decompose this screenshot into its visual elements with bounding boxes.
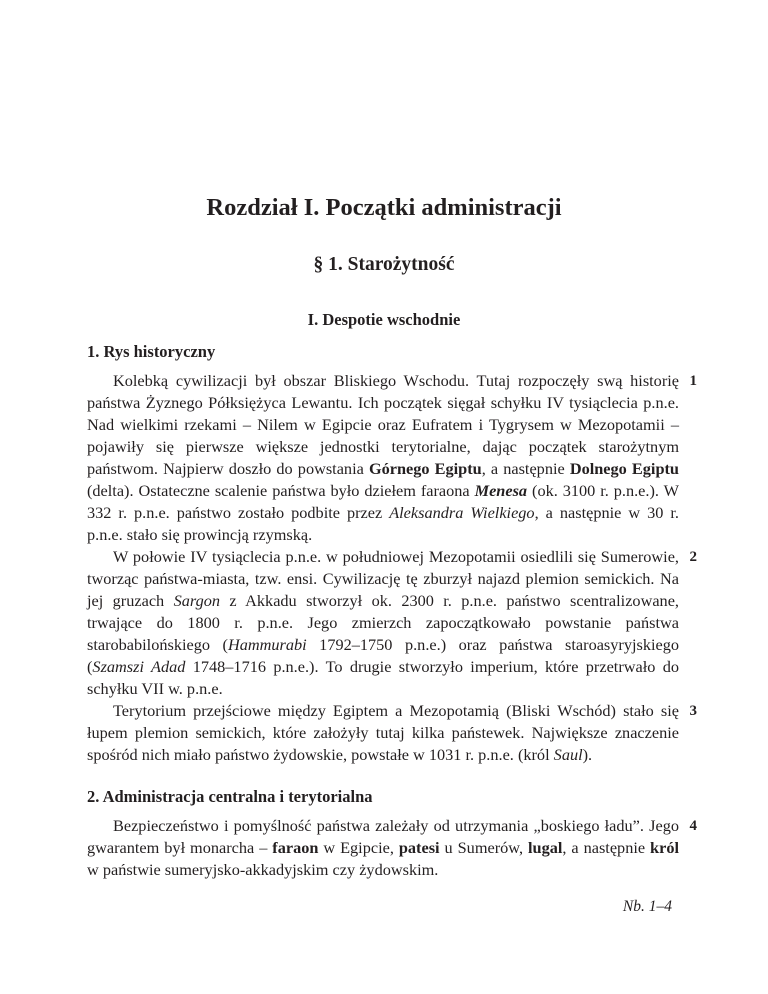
name-hammurabi: Hammurabi — [227, 635, 307, 654]
term-gorny-egipt: Górnego Egiptu — [368, 459, 482, 478]
margin-number-4: 4 — [689, 818, 697, 834]
margin-number-3: 3 — [689, 703, 697, 719]
heading-administracja: 2. Administracja centralna i terytorialna — [87, 787, 373, 806]
term-dolny-egipt: Dolnego Egiptu — [569, 459, 679, 478]
paragraph-1: 1 Kolebką cywilizacji był obszar Bliskiego Wschodu. Tutaj rozpoczęły swą historię państwa Żyznego Półksiężyca Lewantu. Ich początek sięgał schyłku IV tysiąclecia p.n.e. Nad wielkimi rzekami – Nilem w Egipcie oraz Eufratem i Tygrysem w Mezopotamii – pojawiły się pierwsze większe jednostki terytorialne, dając początek starożytnym państwom. Najpierw doszło do powstania Górnego Egiptu, a następnie Dolnego Egiptu (delta). Ostateczne scalenie państwa było dziełem faraona Menesa (ok. 3100 r. p.n.e.). W 332 r. p.n.e. państwo zostało podbite przez Aleksandra Wielkiego, a następnie w 30 r. p.n.e. stało się prowincją rzymską. — [87, 371, 697, 544]
name-sargon: Sargon — [173, 591, 221, 610]
page-footer-marginal-range: Nb. 1–4 — [622, 898, 672, 915]
chapter-title: Rozdział I. Początki administracji — [206, 194, 562, 221]
body-text-administration — [87, 815, 697, 881]
name-aleksander: Aleksandra Wielkiego — [389, 503, 535, 522]
heading-rys-historyczny: 1. Rys historyczny — [87, 342, 216, 361]
name-saul: Saul — [553, 745, 583, 764]
term-krol: król — [650, 838, 679, 857]
margin-number-2: 2 — [689, 549, 697, 565]
body-text-historical — [87, 370, 697, 766]
term-faraon: faraon — [272, 838, 319, 857]
paragraph-2: 2 W połowie IV tysiąclecia p.n.e. w południowej Mezopotamii osiedlili się Sumerowie, tworząc państwa-miasta, tzw. ensi. Cywilizację tę zburzył najazd plemion semickich. Na jej gruzach Sargon z Akkadu stworzył ok. 2300 r. p.n.e. państwo scentralizowane, trwające do 1800 r. p.n.e. Jego zmierzch zapoczątkowało powstanie państwa starobabilońskiego (Hammurabi 1792–1750 p.n.e.) oraz państwa staroasyryjskiego (Szamszi Adad 1748–1716 p.n.e.). To drugie stworzyło imperium, które przetrwało do schyłku VII w. p.n.e. — [87, 547, 697, 698]
paragraph-3: 3 Terytorium przejściowe między Egiptem a Mezopotamią (Bliski Wschód) stało się łupem plemion semickich, które założyły tutaj kilka państewek. Największe znaczenie spośród nich miało państwo żydowskie, powstałe w 1031 r. p.n.e. (król Saul). — [87, 701, 697, 764]
name-menes: Menesa — [474, 481, 528, 500]
name-szamszi-adad: Szamszi Adad — [92, 657, 186, 676]
section-title: § 1. Starożytność — [313, 254, 455, 275]
paragraph-4: 4 Bezpieczeństwo i pomyślność państwa zależały od utrzymania „boskiego ładu”. Jego gwarantem był monarcha – faraon w Egipcie, patesi u Sumerów, lugal, a następnie król w państwie sumeryjsko-akkadyjskim czy żydowskim. — [87, 816, 697, 879]
term-lugal: lugal — [528, 838, 563, 857]
subsection-title: I. Despotie wschodnie — [307, 310, 461, 329]
margin-number-1: 1 — [689, 373, 697, 389]
term-patesi: patesi — [398, 838, 440, 857]
